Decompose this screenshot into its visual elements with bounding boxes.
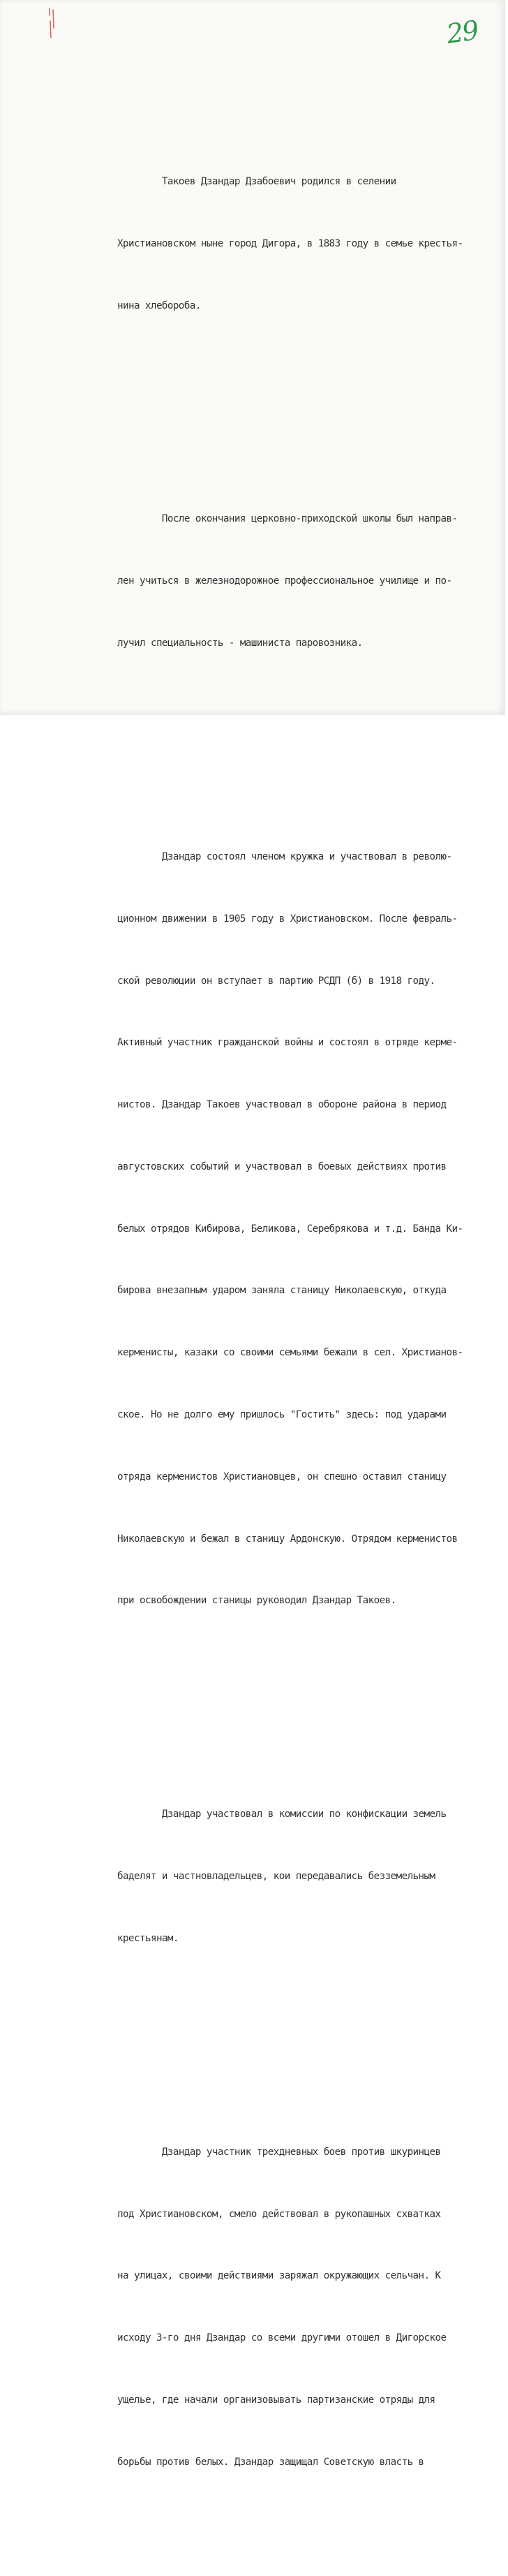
text-line: керменисты, казаки со своими семьями бежали в сел. Христианов- <box>117 1347 463 1359</box>
text-line: отряда керменистов Христиановцев, он спешно оставил станицу <box>117 1471 447 1482</box>
text-line: борьбы против белых. Дзандар защищал Советскую власть в <box>117 2456 424 2468</box>
paragraph <box>117 806 508 1653</box>
text-line: ущелье, где начали организовывать партизанские отряды для <box>117 2394 435 2406</box>
text-line: крестьянам. <box>117 1932 179 1944</box>
typed-text-body <box>117 68 508 2576</box>
paragraph <box>117 2101 508 2515</box>
red-edge-mark <box>47 7 56 39</box>
text-line: августовских событий и участвовал в боевых действиях против <box>117 1161 447 1172</box>
text-line: нистов. Дзандар Такоев участвовал в обороне района в период <box>117 1099 447 1111</box>
text-line: белых отрядов Кибирова, Беликова, Серебрякова и т.д. Банда Ки- <box>117 1223 463 1235</box>
text-line: После окончания церковно-приходской школы был направ- <box>117 513 458 525</box>
text-line: ское. Но не долго ему пришлось "Гостить" здесь: под ударами <box>117 1409 447 1420</box>
text-line: ционном движении в 1905 году в Христиановском. После февраль- <box>117 913 458 925</box>
text-line: бирова внезапным ударом заняла станицу Николаевскую, откуда <box>117 1285 447 1297</box>
paragraph <box>117 131 508 358</box>
text-line: исходу 3-го дня Дзандар со всеми другими отошел в Дигорское <box>117 2332 447 2344</box>
text-line: нина хлебороба. <box>117 300 201 311</box>
text-line: Такоев Дзандар Дзабоевич родился в селении <box>117 175 396 187</box>
text-line: баделят и частновладельцев, кои передавались безземельным <box>117 1871 435 1883</box>
text-line: на улицах, своими действиями заряжал окружающих сельчан. К <box>117 2270 441 2282</box>
text-line: Дзандар состоял членом кружка и участвовал в револю- <box>117 851 452 862</box>
text-line: при освобождении станицы руководил Дзандар Такоев. <box>117 1595 396 1607</box>
text-line: ской революции он вступает в партию РСДП (б) в 1918 году. <box>117 975 435 987</box>
text-line: Дзандар участник трехдневных боев против шкуринцев <box>117 2146 441 2158</box>
paragraph <box>117 468 508 695</box>
text-line: Христиановском ныне город Дигора, в 1883 году в семье крестья- <box>117 237 463 249</box>
page-number: 29 <box>444 15 480 50</box>
text-line: под Христиановском, смело действовал в рукопашных схватках <box>117 2208 441 2220</box>
text-line: лучил специальность - машиниста паровозника. <box>117 638 363 649</box>
text-line: Активный участник гражданской войны и состоял в отряде кермe- <box>117 1037 458 1049</box>
text-line: лен учиться в железнодорожное профессиональное училище и по- <box>117 575 452 587</box>
text-line: Дзандар участвовал в комиссии по конфискации земель <box>117 1809 447 1820</box>
paragraph <box>117 1763 508 1991</box>
text-line: Николаевскую и бежал в станицу Ардонскую. Отрядом керменистов <box>117 1533 458 1545</box>
